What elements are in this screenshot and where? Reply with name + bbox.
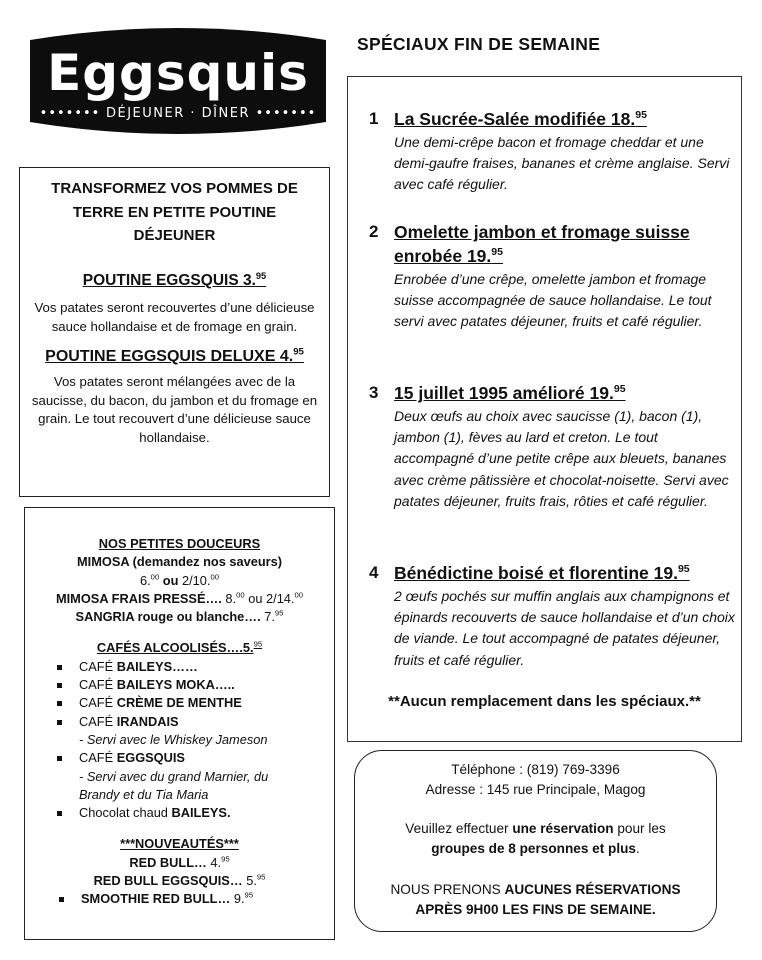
reservation-text-d: groupes de 8 personnes et plus [431,841,636,856]
mimosa-price-line [25,572,334,590]
nouveautes-title: ***NOUVEAUTÉS*** [120,836,239,852]
poutine-deluxe-title [30,347,319,367]
bullet-icon [57,665,62,670]
smoothie-line [25,890,334,908]
sangria-line [25,608,334,626]
special-number: 3 [369,383,379,402]
mimosa-frais-name: MIMOSA FRAIS PRESSÉ…. [55,590,222,606]
cafes-list [25,658,334,823]
smoothie-cents: 95 [244,891,254,901]
list-item [55,749,334,767]
logo-name: Eggsquis [47,44,309,102]
special-title [394,220,737,268]
special-item [348,381,741,512]
eggsquis-logo [26,18,330,144]
mimosa-frais-price-a: 8. [225,590,237,606]
bullet-icon [59,897,64,902]
notice-line-1 [355,880,716,900]
reservation-line-1 [355,819,716,839]
special-description: Une demi-crêpe bacon et fromage cheddar et une demi-gaufre fraises, bananes et crème anglaise. Servi avec café régulier. [394,134,730,193]
bullet-icon [57,701,62,706]
bullet-icon [57,811,62,816]
special-title [394,561,737,585]
special-number: 2 [369,222,379,241]
mimosa-price-b: 2/10. [181,572,211,588]
redbull-line [25,854,334,872]
cafe-prefix: CAFÉ [79,658,114,674]
poutine-deluxe-cents: 95 [293,346,304,358]
logo-tagline-text: DÉJEUNER · DÎNER [106,106,250,121]
contact-box [354,750,717,932]
mimosa-price-b-cents: 00 [210,572,219,582]
bullet-icon [57,683,62,688]
poutine-box [19,167,330,497]
special-title [394,381,737,405]
list-item [55,676,334,694]
phone-number: Téléphone : (819) 769-3396 [451,762,620,777]
mimosa-frais-price-b-cents: 00 [294,590,304,600]
special-item [348,561,741,671]
reservation-text-e: . [635,841,640,856]
no-substitution-warning: **Aucun remplacement dans les spéciaux.** [388,693,701,710]
special-cents: 95 [491,246,503,259]
reservation-text-b: une réservation [512,821,614,836]
cafe-prefix: CAFÉ [79,713,114,729]
cafes-title-cents: 95 [253,640,263,650]
poutine-heading-line-2: TERRE EN PETITE POUTINE DÉJEUNER [72,204,277,244]
redbull-price: 4. [210,854,222,870]
list-item [55,658,334,676]
redbull-eggsquis-name: RED BULL EGGSQUIS… [93,873,243,889]
eggsquis-note-line-1: - Servi avec du grand Marnier, du [79,768,269,784]
address: Adresse : 145 rue Principale, Magog [425,782,646,797]
mimosa-line: MIMOSA (demandez nos saveurs) [76,554,283,570]
cafe-prefix: CAFÉ [79,695,114,711]
notice-line-2: APRÈS 9H00 LES FINS DE SEMAINE. [415,902,656,917]
sangria-cents: 95 [274,608,284,618]
logo-tagline [26,107,330,120]
sangria-name: SANGRIA rouge ou blanche…. [75,609,261,625]
cafe-prefix: Chocolat chaud [79,805,168,821]
smoothie-price: 9. [233,891,245,907]
list-item [55,694,334,712]
cafe-prefix: CAFÉ [79,677,114,693]
mimosa-frais-price-b: 2/14. [266,590,295,606]
poutine-item-title [30,271,319,291]
poutine-item-cents: 95 [255,270,267,281]
special-number: 4 [369,563,379,582]
list-item [55,804,334,822]
bullet-icon [57,756,62,761]
cafe-name: BAILEYS…… [116,658,198,674]
mimosa-price-a: 6. [139,572,151,588]
cafes-title-text: CAFÉS ALCOOLISÉS….5. [96,640,254,656]
poutine-heading-line-1: TRANSFORMEZ VOS POMMES DE [51,180,298,197]
reservation-text-a: Veuillez effectuer [405,821,509,836]
specials-box [347,76,742,742]
redbull-eggsquis-cents: 95 [256,872,266,882]
special-item [348,107,741,196]
reservation-line-2 [355,839,716,859]
drinks-box [24,507,335,940]
list-item [55,713,334,731]
mimosa-frais-or: ou [248,590,263,606]
mimosa-frais-line [25,590,334,608]
redbull-eggsquis-price: 5. [246,873,257,889]
special-title [394,107,737,131]
specials-title: SPÉCIAUX FIN DE SEMAINE [357,34,601,54]
cafe-name: CRÈME DE MENTHE [116,695,242,711]
cafe-prefix: CAFÉ [79,750,114,766]
special-item [348,220,741,333]
irandais-note: - Servi avec le Whiskey Jameson [79,731,268,747]
cafe-name: BAILEYS MOKA….. [116,677,235,693]
notice-text-a: NOUS PRENONS [390,882,501,897]
special-cents: 95 [635,109,647,122]
special-description: Deux œufs au choix avec saucisse (1), bacon (1), jambon (1), fèves au lard et creton. Le tout accompagné d’une petite crêpe aux bleuets, bananes avec crème pâtissière et chocolat-noisette. Servi avec patates déjeuner, fruits frais, rôties et café régulier. [394,408,729,509]
douceurs-title: NOS PETITES DOUCEURS [98,536,261,551]
poutine-deluxe-name: POUTINE EGGSQUIS DELUXE 4. [45,348,294,365]
cafe-name: BAILEYS. [171,805,231,821]
mimosa-or: ou [162,572,179,588]
bullet-icon [57,720,62,725]
special-title-text: La Sucrée-Salée modifiée 18. [394,109,636,129]
special-description: Enrobée d’une crêpe, omelette jambon et fromage suisse accompagnée de sauce hollandaise. Le tout servi avec patates déjeuner, fruits et café régulier. [394,271,712,330]
logo-dots-left: ••••••• [39,106,101,121]
poutine-item-name: POUTINE EGGSQUIS 3. [82,272,256,289]
special-cents: 95 [677,563,690,576]
logo-dots-right: ••••••• [255,106,317,121]
redbull-name: RED BULL… [129,854,207,870]
redbull-cents: 95 [221,854,230,864]
cafes-title [25,639,334,657]
poutine-deluxe-description: Vos patates seront mélangées avec de la saucisse, du bacon, du jambon et du fromage en grain. Le tout recouvert d’une délicieuse sauce hollandaise. [31,374,318,445]
poutine-item-description: Vos patates seront recouvertes d’une délicieuse sauce hollandaise et de fromage en grain. [34,300,315,334]
special-number: 1 [369,109,379,128]
special-title-text: Bénédictine boisé et florentine 19. [394,563,678,583]
special-description: 2 œufs pochés sur muffin anglais aux champignons et épinards recouverts de sauce hollandaise et d’un choix de viande. Le tout accompagné de patates déjeuner, fruits et café régulier. [394,588,735,668]
redbull-eggsquis-line [25,872,334,890]
cafe-name: EGGSQUIS [116,750,185,766]
mimosa-frais-price-a-cents: 00 [236,590,245,600]
reservation-text-c: pour les [617,821,666,836]
smoothie-name: SMOOTHIE RED BULL… [81,891,231,907]
notice-text-b: AUCUNES RÉSERVATIONS [504,882,681,897]
sangria-price: 7. [264,609,275,625]
special-cents: 95 [613,383,626,396]
eggsquis-note-line-2: Brandy et du Tia Maria [79,786,209,802]
special-title-text: Omelette jambon et fromage suisse enrobée 19. [394,222,690,266]
mimosa-price-a-cents: 00 [150,572,160,582]
cafe-name: IRANDAIS [116,713,179,729]
special-title-text: 15 juillet 1995 amélioré 19. [394,383,614,403]
